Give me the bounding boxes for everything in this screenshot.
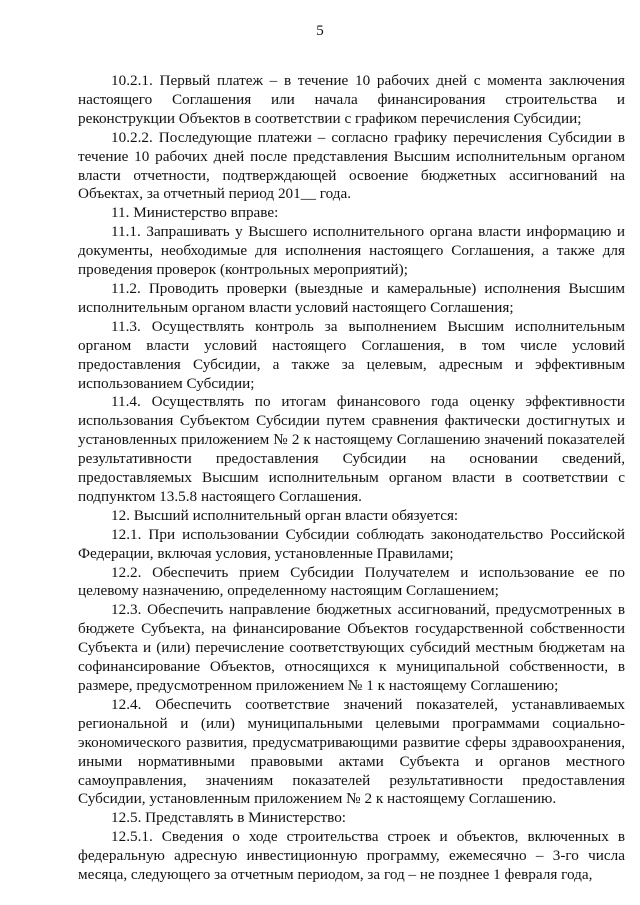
paragraph-12-5: 12.5. Представлять в Министерство:: [111, 809, 347, 827]
paragraph-10-2-2: 10.2.2. Последующие платежи – согласно графику перечисления Субсидии в течение 10 рабочих дней после представления Высшим исполнительным органом власти отчетности, подтверждающей освоение бюджетных ассигнований на Объектах, за отчетный период 201__ года.: [78, 128, 625, 203]
page-number: 5: [316, 23, 324, 39]
paragraph-11: 11. Министерство вправе:: [111, 204, 279, 222]
paragraph-12-4: 12.4. Обеспечить соответствие значений показателей, устанавливаемых региональной и (или) муниципальными целевыми программами социально-экономического развития, предусматривающими развитие сферы здравоохранения, иными нормативными правовыми актами Субъекта и органов местного самоуправления, значениям показателей результативности предоставления Субсидии, установленным приложением № 2 к настоящему Соглашению.: [78, 695, 625, 808]
paragraph-11-4: 11.4. Осуществлять по итогам финансового года оценку эффективности использования Субъектом Субсидии путем сравнения фактически достигнутых и установленных приложением № 2 к настоящему Соглашению значений показателей результативности предоставления Субсидии на основании сведений, предоставляемых Высшим исполнительным органом власти в соответствии с подпунктом 13.5.8 настоящего Соглашения.: [78, 393, 625, 505]
paragraph-10-2-1: 10.2.1. Первый платеж – в течение 10 рабочих дней с момента заключения настоящего Соглашения или начала финансирования строительства и реконструкции Объектов в соответствии с графиком перечисления Субсидии;: [78, 72, 625, 127]
paragraph-11-1: 11.1. Запрашивать у Высшего исполнительного органа власти информацию и документы, необходимые для исполнения настоящего Соглашения, а также для проведения проверок (контрольных мероприятий);: [78, 223, 625, 279]
paragraph-11-3: 11.3. Осуществлять контроль за выполнением Высшим исполнительным органом власти условий настоящего Соглашения, в том числе условий предоставления Субсидии, а также за целевым, адресным и эффективным использованием Субсидии;: [78, 317, 625, 392]
paragraph-12: 12. Высший исполнительный орган власти обязуется:: [111, 506, 459, 524]
paragraph-12-1: 12.1. При использовании Субсидии соблюдать законодательство Российской Федерации, включая условия, установленные Правилами;: [78, 525, 625, 562]
paragraph-12-3: 12.3. Обеспечить направление бюджетных ассигнований, предусмотренных в бюджете Субъекта, на финансирование Объектов государственной собственности Субъекта и (или) перечисление соответствующих субсидий местным бюджетам на софинансирование Объектов, относящихся к муниципальной собственности, в размере, предусмотренном приложением № 1 к настоящему Соглашению;: [78, 601, 625, 694]
paragraph-11-2: 11.2. Проводить проверки (выездные и камеральные) исполнения Высшим исполнительным органом власти условий настоящего Соглашения;: [78, 279, 625, 316]
paragraph-12-2: 12.2. Обеспечить прием Субсидии Получателем и использование ее по целевому назначению, определенному настоящим Соглашением;: [78, 563, 625, 600]
document-body: [78, 72, 625, 885]
paragraph-12-5-1: 12.5.1. Сведения о ходе строительства строек и объектов, включенных в федеральную адресную инвестиционную программу, ежемесячно – 3-го числа месяца, следующего за отчетным периодом, за год – не позднее 1 февраля года,: [78, 828, 625, 884]
